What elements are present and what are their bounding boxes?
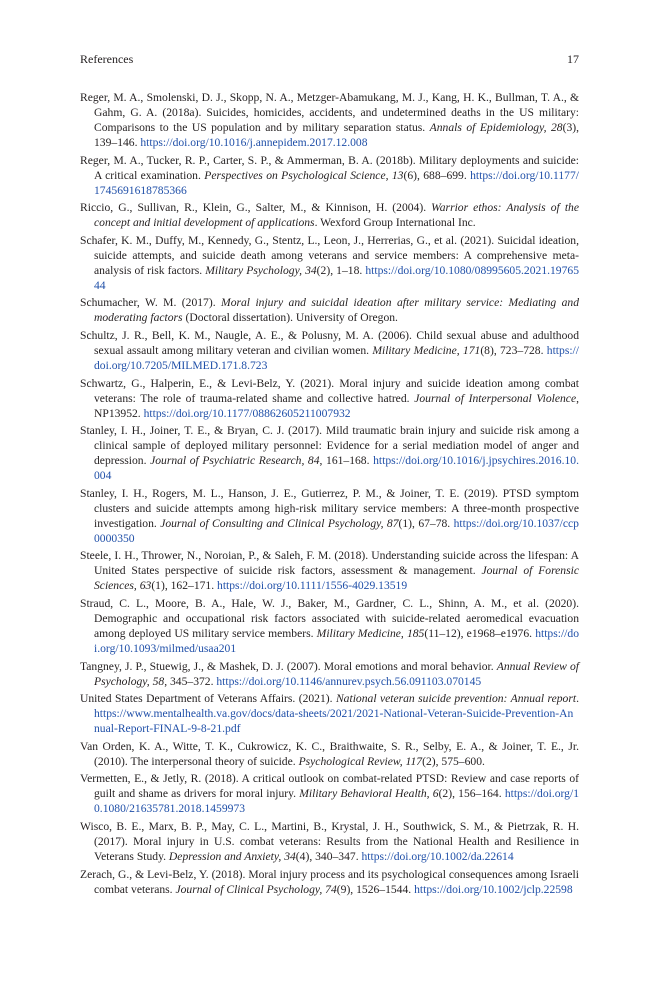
doi-link[interactable]: https://doi.org/10.1146/annurev.psych.56.091103.070145 — [216, 674, 482, 688]
reference-text: Wisco, B. E., Marx, B. P., May, C. L., Martini, B., Krystal, J. H., Southwick, S. M., & Pietrzak, R. H. (2017). Moral injury in U.S. combat veterans: Results from the National Health and Resilience in Veterans Study. — [80, 819, 579, 863]
reference-text: Reger, M. A., Smolenski, D. J., Skopp, N. A., Metzger-Abamukang, M. J., Kang, H. K., Bullman, T. A., & Gahm, G. A. (2018a). Suicides, homicides, accidents, and undetermined deaths in the US military: Comparisons to the US population and by military separation status. — [80, 91, 579, 134]
reference-details: (6), 688–699. — [403, 168, 471, 182]
reference-text: Tangney, J. P., Stuewig, J., & Mashek, D. J. (2007). Moral emotions and moral behavior. — [80, 659, 497, 673]
page-number: 17 — [567, 52, 579, 66]
doi-link[interactable]: https://doi.org/10.1016/j.jpsychires.2016.10.004 — [94, 454, 579, 483]
reference-source: Journal of Psychiatric Research, 84 — [150, 454, 320, 468]
reference-details: (2), 156–164. — [438, 787, 505, 801]
reference-details: (8), 723–728. — [480, 343, 547, 357]
running-header — [80, 52, 579, 67]
reference-details: (2), 575–600. — [422, 754, 485, 768]
reference-source: Military Psychology, 34 — [205, 263, 317, 277]
reference-source: Military Medicine, 185 — [316, 626, 425, 640]
reference-source: Annual Review of Psychology, 58 — [94, 659, 579, 688]
reference-entry — [80, 739, 579, 769]
doi-link[interactable]: https://doi.org/10.1002/jclp.22598 — [414, 882, 573, 896]
reference-entry — [80, 771, 579, 816]
reference-entry — [80, 200, 579, 230]
reference-entry — [80, 548, 579, 593]
reference-details: , NP13952. — [94, 391, 579, 420]
doi-link[interactable]: https://doi.org/10.1016/j.annepidem.2017.12.008 — [140, 136, 368, 149]
reference-text: Schumacher, W. M. (2017). — [80, 296, 222, 310]
reference-entry — [80, 328, 579, 373]
doi-link[interactable]: https://doi.org/10.1080/08995605.2021.1976544 — [94, 263, 579, 292]
reference-details: (4), 340–347. — [295, 849, 362, 863]
reference-text: Reger, M. A., Tucker, R. P., Carter, S. P., & Ammerman, B. A. (2018b). Military deployments and suicide: A critical examination. — [80, 153, 579, 182]
reference-text: Vermetten, E., & Jetly, R. (2018). A critical outlook on combat-related PTSD: Review and case reports of guilt and shame as drivers for moral injury. — [80, 772, 579, 801]
reference-details: , 161–168. — [319, 454, 374, 468]
reference-details: (11–12), e1968–e1976. — [424, 626, 536, 640]
doi-link[interactable]: https://doi.org/10.1111/1556-4029.13519 — [217, 579, 408, 593]
doi-link[interactable]: https://www.mentalhealth.va.gov/docs/data-sheets/2021/2021-National-Veteran-Suicide-Prevention-Annual-Report-FINAL-9-8-21.pdf — [94, 707, 574, 736]
doi-link[interactable]: https://doi.org/10.7205/MILMED.171.8.723 — [94, 343, 579, 372]
reference-entry — [80, 819, 579, 864]
doi-link[interactable]: https://doi.org/10.1080/21635781.2018.1459973 — [94, 787, 579, 816]
reference-text: Stanley, I. H., Joiner, T. E., & Bryan, C. J. (2017). Mild traumatic brain injury and suicide risk among a clinical sample of deployed military personnel: Evidence for a serial mediation model of anger and depression. — [80, 424, 579, 468]
reference-text: Schultz, J. R., Bell, K. M., Naugle, A. E., & Polusny, M. A. (2006). Child sexual abuse and adulthood sexual assault among military veteran and civilian women. — [80, 328, 579, 357]
reference-text: Schafer, K. M., Duffy, M., Kennedy, G., Stentz, L., Leon, J., Herrerias, G., et al. (2021). Suicidal ideation, suicide attempts, and suicide death among veterans and service members: A comprehensive meta-analysis of risk factors. — [80, 233, 579, 277]
reference-source: Perspectives on Psychological Science, 13 — [204, 168, 404, 182]
reference-details: . Wexford Group International Inc. — [314, 216, 476, 230]
reference-source: Journal of Consulting and Clinical Psychology, 87 — [160, 516, 399, 530]
doi-link[interactable]: https://doi.org/10.1093/milmed/usaa201 — [94, 626, 579, 655]
reference-entry — [80, 596, 579, 656]
reference-entry — [80, 659, 579, 689]
reference-text: Schwartz, G., Halperin, E., & Levi-Belz, Y. (2021). Moral injury and suicide ideation among combat veterans: The role of trauma-related shame and collective hatred. — [80, 376, 579, 405]
reference-details: (1), 67–78. — [398, 516, 454, 530]
reference-text: Straud, C. L., Moore, B. A., Hale, W. J., Baker, M., Gardner, C. L., Shinn, A. M., et al. (2020). Demographic and occupational risk factors associated with suicide-related aeromedical evacuation among deployed US military service members. — [80, 596, 579, 640]
reference-source: Journal of Interpersonal Violence — [414, 391, 577, 405]
reference-details: (2), 1–18. — [316, 263, 366, 277]
reference-entry — [80, 90, 579, 150]
reference-details: (Doctoral dissertation). University of Oregon. — [182, 311, 398, 325]
reference-entry — [80, 691, 579, 736]
reference-list — [80, 90, 579, 899]
reference-source: Warrior ethos: Analysis of the concept and initial development of applications — [94, 201, 579, 230]
reference-entry — [80, 153, 579, 198]
reference-text: Zerach, G., & Levi-Belz, Y. (2018). Moral injury process and its psychological consequences among Israeli combat veterans. — [80, 867, 579, 896]
reference-entry — [80, 376, 579, 421]
reference-text: Van Orden, K. A., Witte, T. K., Cukrowicz, K. C., Braithwaite, S. R., Selby, E. A., & Joiner, T. E., Jr. (2010). The interpersonal theory of suicide. — [80, 739, 579, 768]
doi-link[interactable]: https://doi.org/10.1177/1745691618785366 — [94, 168, 579, 197]
reference-entry — [80, 486, 579, 546]
reference-details: (3), 139–146. — [94, 121, 579, 149]
reference-source: Psychological Review, 117 — [298, 754, 423, 768]
reference-source: Moral injury and suicidal ideation after military service: Mediating and moderating factors — [94, 296, 579, 325]
section-title: References — [80, 52, 134, 66]
reference-entry — [80, 423, 579, 483]
reference-source: National veteran suicide prevention: Annual report — [335, 692, 577, 706]
reference-entry — [80, 295, 579, 325]
reference-entry — [80, 867, 579, 897]
doi-link[interactable]: https://doi.org/10.1037/ccp0000350 — [94, 516, 579, 545]
reference-text: United States Department of Veterans Affairs. (2021). — [80, 692, 336, 706]
reference-source: Journal of Clinical Psychology, 74 — [175, 882, 337, 896]
reference-entry — [80, 233, 579, 293]
reference-text: Steele, I. H., Thrower, N., Noroian, P., & Saleh, F. M. (2018). Understanding suicide across the lifespan: A United States perspective of suicide risk factors, assessment & management. — [80, 549, 579, 578]
reference-details: , 345–372. — [164, 674, 217, 688]
doi-link[interactable]: https://doi.org/10.1177/08862605211007932 — [143, 406, 351, 420]
reference-details: (9), 1526–1544. — [336, 882, 415, 896]
reference-source: Annals of Epidemiology, 28 — [429, 121, 563, 134]
reference-source: Journal of Forensic Sciences, 63 — [94, 564, 579, 593]
reference-source: Military Behavioral Health, 6 — [299, 787, 439, 801]
reference-source: Depression and Anxiety, 34 — [168, 849, 296, 863]
reference-details: . — [576, 692, 579, 706]
reference-details: (1), 162–171. — [151, 579, 218, 593]
reference-source: Military Medicine, 171 — [372, 343, 481, 357]
reference-text: Stanley, I. H., Rogers, M. L., Hanson, J. E., Gutierrez, P. M., & Joiner, T. E. (2019). PTSD symptom clusters and suicide attempts among high-risk military service members: A three-month prospective investigation. — [80, 486, 579, 530]
doi-link[interactable]: https://doi.org/10.1002/da.22614 — [361, 849, 514, 863]
reference-text: Riccio, G., Sullivan, R., Klein, G., Salter, M., & Kinnison, H. (2004). — [80, 201, 432, 215]
